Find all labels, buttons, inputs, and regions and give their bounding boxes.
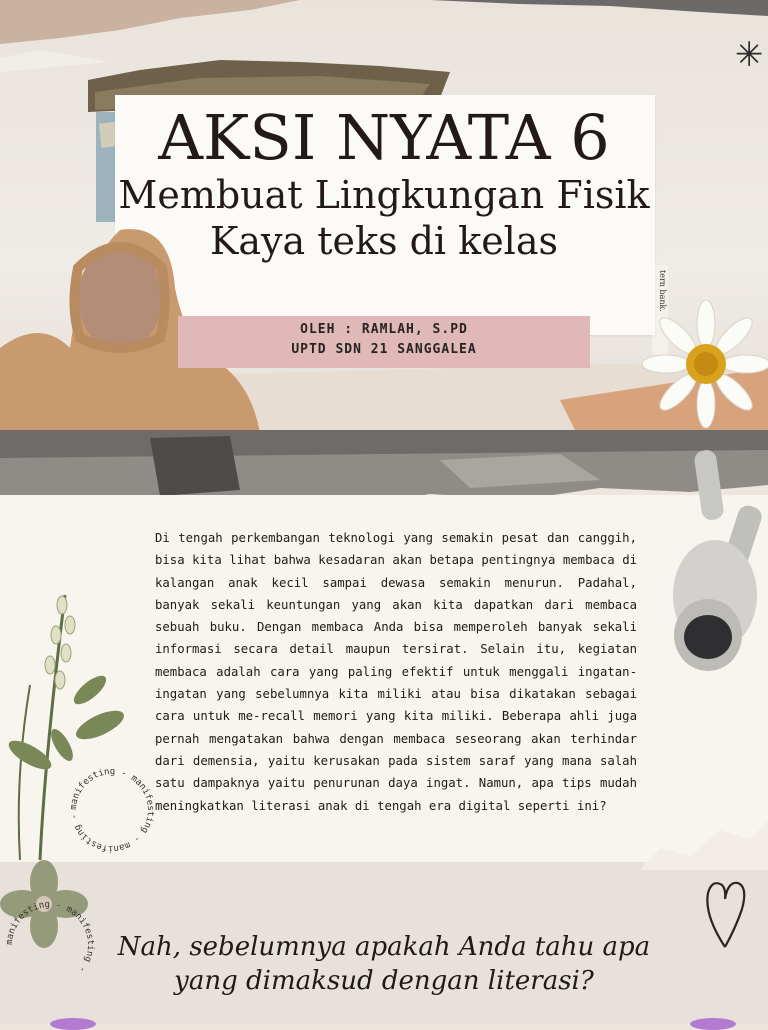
subtitle-line-1: Membuat Lingkungan Fisik	[118, 173, 650, 217]
heart-doodle-icon	[700, 875, 750, 955]
svg-text:manifesting - manifesting - ma	[69, 767, 155, 853]
question-line-2: yang dimaksud dengan literasi?	[174, 966, 594, 996]
author-band	[178, 316, 590, 368]
page-title: AKSI NYATA 6	[158, 101, 610, 174]
question-line-1: Nah, sebelumnya apakah Anda tahu apa	[117, 932, 651, 962]
torn-newspaper-scrap	[640, 820, 768, 870]
author-school: UPTD SDN 21 SANGGALEA	[291, 342, 477, 357]
closing-question	[90, 930, 678, 998]
subtitle-line-2: Kaya teks di kelas	[210, 219, 558, 263]
sparkle-icon: ✳	[735, 35, 764, 75]
svg-text:manifesting - manifesting -	[5, 900, 95, 974]
stamp-text: manifesting - manifesting - manifesting -	[68, 766, 156, 854]
purple-dot-right	[690, 1018, 736, 1030]
astronaut-image	[660, 445, 768, 685]
torn-scrap-text: tern bank.	[658, 270, 667, 312]
purple-dot-left	[50, 1018, 96, 1030]
manifesting-stamp	[62, 760, 162, 860]
body-paragraph: Di tengah perkembangan teknologi yang semakin pesat dan canggih, bisa kita lihat bahwa kesadaran akan betapa pentingnya membaca di kalangan anak kecil sampai dewasa semakin menurun. Padahal, banyak sekali keuntungan yang akan kita dapatkan dari membaca sebuah buku. Dengan membaca Anda bisa memperoleh banyak sekali informasi secara detail maupun tersirat. Selain itu, kegiatan membaca adalah cara yang paling efektif untuk menggali ingatan-ingatan yang sebelumnya kita miliki atau bisa dikatakan sebagai cara untuk me-recall memori yang kita miliki. Beberapa ahli juga pernah mengatakan bahwa dengan membaca seseorang akan terhindar dari demensia, yaitu kerusakan pada sistem saraf yang mana salah satu dampaknya yaitu penurunan daya ingat. Namun, apa tips mudah meningkatkan literasi anak di tengah era digital seperti ini?	[155, 531, 637, 813]
stamp-text-2: manifesting - manifesting -	[4, 899, 96, 975]
author-name: OLEH : RAMLAH, S.PD	[300, 322, 468, 337]
